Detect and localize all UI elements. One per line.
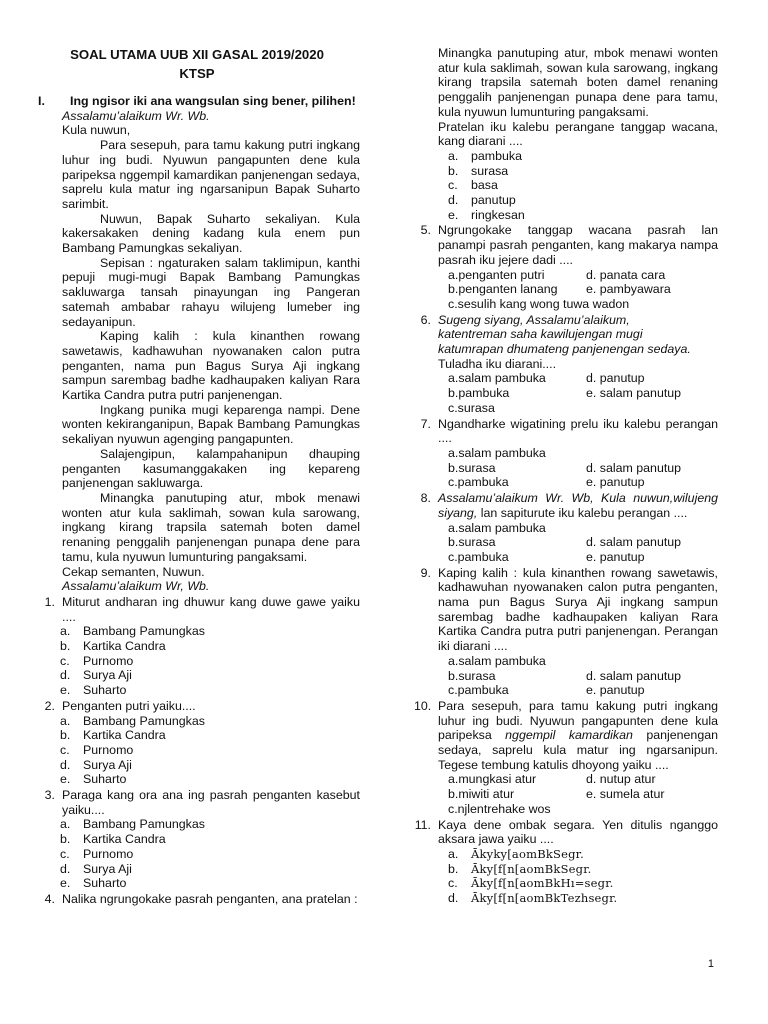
option-a[interactable]: a. salam pambuka (448, 520, 546, 535)
question-text: Assalamu’alaikum Wr. Wb, Kula nuwun,wilujeng siyang, lan sapiturute iku kalebu perangan .... (438, 491, 718, 520)
option-a[interactable]: a. penganten putri (448, 267, 545, 282)
option-a[interactable]: a. mungkasi atur (448, 772, 537, 787)
option-e[interactable]: e. Suharto (60, 876, 127, 891)
option-b[interactable]: b. Kartika Candra (60, 832, 166, 847)
option-a[interactable]: a. Ākyky[aomBkSegr. (448, 846, 584, 861)
question-7 (414, 417, 718, 491)
option-a[interactable]: a. salam pambuka (448, 653, 546, 668)
passage-paragraph: Ingkang punika mugi keparenga nampi. Dene wonten kekiranganipun, Bapak Bambang Pamungkas sekaliyan nyuwun agenging pangapunten. (62, 402, 360, 447)
option-b[interactable]: b. surasa (448, 535, 496, 550)
question-11 (414, 818, 718, 906)
option-d[interactable]: d. Surya Aji (60, 668, 132, 683)
option-d[interactable]: d. panata cara (586, 267, 666, 282)
option-c[interactable]: c. Purnomo (60, 846, 134, 861)
question-text: Para sesepuh, para tamu kakung putri ingkang luhur ing budi. Nyuwun pangapunten dene kula paripeksa nggempil kamardikan panjenengan sedaya, saprelu kula matur ing ngarsanipun. Tegese tembung katulis dhoyong yaiku .... (438, 698, 718, 772)
passage-paragraph: Minangka panutuping atur, mbok menawi wonten atur kula saklimah, sowan kula sarowang, ingkang kirang trapsila satemah boten damel renaning penggalih panjenengan punapa dene para tamu, kula nyuwun lumunturing pangaksami. (62, 490, 360, 564)
option-e[interactable]: e. panutup (586, 475, 645, 490)
passage-opening: Kula nuwun, (62, 123, 131, 138)
question-5 (414, 223, 718, 311)
left-column (34, 0, 360, 907)
option-a[interactable]: a. Bambang Pamungkas (60, 713, 205, 728)
question-2 (34, 699, 360, 787)
question-10 (414, 699, 718, 817)
option-d[interactable]: d. nutup atur (586, 772, 656, 787)
question-text: Miturut andharan ing dhuwur kang duwe gawe yaiku .... (62, 594, 360, 624)
passage-paragraph: Sepisan : ngaturaken salam taklimipun, kanthi pepuji mugi-mugi Bapak Bambang Pamungkas sakluwarga tansah pinayungan ing Pangeran satemah ambabar rahayu wilujeng lumeber ing sedayanipun. (62, 255, 360, 329)
option-e[interactable]: e. Suharto (60, 683, 127, 698)
question-number: 10. (414, 698, 432, 713)
passage-paragraph: Nuwun, Bapak Suharto sekaliyan. Kula kakersakaken dening kadang kula enem pun Bambang Pamungkas sekaliyan. (62, 211, 360, 256)
option-a[interactable]: a. pambuka (448, 148, 522, 163)
section-number: I. (38, 94, 45, 108)
option-b[interactable]: b. Kartika Candra (60, 728, 166, 743)
question-text: Nalika ngrungokake pasrah penganten, ana pratelan : (62, 891, 358, 906)
option-c[interactable]: c. Purnomo (60, 653, 134, 668)
section-heading (34, 94, 360, 109)
option-c[interactable]: c. pambuka (448, 475, 509, 490)
question-text: Ngandharke wigatining prelu iku kalebu perangan .... (438, 416, 718, 446)
passage-paragraph: Kaping kalih : kula kinanthen rowang sawetawis, kadhawuhan nyowanaken calon putra penganten, nama pun Bagus Surya Aji ingkang sampun sarembag badhe kadhaupaken kaliyan Rara Kartika Candra putra putri panjenengan. (62, 329, 360, 403)
option-a[interactable]: a. Bambang Pamungkas (60, 817, 205, 832)
passage-closing: Cekap semanten, Nuwun. (62, 564, 205, 579)
question-6 (414, 313, 718, 416)
question-number: 5. (420, 223, 431, 238)
option-d[interactable]: d. salam panutup (586, 535, 682, 550)
option-e[interactable]: e. Suharto (60, 772, 127, 787)
option-c[interactable]: c. Purnomo (60, 742, 134, 757)
section-instruction: Ing ngisor iki ana wangsulan sing bener, pilihen! (70, 94, 356, 108)
option-d[interactable]: d. Surya Aji (60, 861, 132, 876)
option-b[interactable]: b. surasa (448, 460, 496, 475)
question-text: Kaping kalih : kula kinanthen rowang sawetawis, kadhawuhan nyowanaken calon putra penganten, nama pun Bagus Surya Aji ingkang sampun sarembag badhe kadhaupaken kaliyan Rara Kartika Candra putra putri panjenengan. Perangan iki diarani .... (438, 565, 718, 654)
question-9 (414, 566, 718, 698)
question-number: 8. (420, 491, 431, 506)
passage-paragraph: Para sesepuh, para tamu kakung putri ingkang luhur ing budi. Nyuwun pangapunten dene kula paripeksa nggempil kamardikan panjenengan sedaya, saprelu kula matur ing ngarsanipun Bapak Suharto sarimbit. (62, 138, 360, 211)
question-number: 4. (44, 891, 55, 906)
question-quote-line: katentreman saha kawilujengan mugi (438, 327, 643, 342)
option-c[interactable]: c. njlentrehake wos (448, 801, 551, 816)
option-d[interactable]: d. Surya Aji (60, 757, 132, 772)
option-c[interactable]: c. surasa (448, 400, 495, 415)
question-number: 7. (420, 416, 431, 431)
question-number: 11. (414, 817, 431, 832)
option-c[interactable]: c. Āky[f[n[aomBkHı=segr. (448, 876, 614, 891)
passage-paragraph: Salajengipun, kalampahanipun dhauping penganten kasumanggakaken ing kepareng panjenengan sakluwarga. (62, 446, 360, 491)
question-4 (34, 892, 360, 907)
question-number: 2. (44, 698, 55, 713)
page-subtitle: KTSP (179, 66, 215, 81)
option-b[interactable]: b. miwiti atur (448, 787, 515, 802)
question-4-quote: Minangka panutuping atur, mbok menawi wonten atur kula saklimah, sowan kula sarowang, ingkang kirang trapsila satemah boten damel renaning penggalih panjenengan punapa dene para tamu, kula nyuwun lumunturing pangaksami. (438, 46, 718, 119)
question-4-text: Pratelan iku kalebu perangane tanggap wacana, kang diarani .... (438, 119, 718, 149)
option-c[interactable]: c. basa (448, 178, 498, 193)
option-e[interactable]: e. panutup (586, 549, 645, 564)
question-quote-line: katumrapan dhumateng panjenengan sedaya. (438, 342, 691, 357)
question-text: Ngrungokake tanggap wacana pasrah lan panampi pasrah penganten, kang makarya nampa pasrah iku jejere dadi .... (438, 223, 718, 267)
option-b[interactable]: b. Kartika Candra (60, 639, 166, 654)
option-b[interactable]: b. Āky[f[n[aomBkSegr. (448, 861, 592, 876)
option-d[interactable]: d. panutup (586, 371, 645, 386)
option-e[interactable]: e. salam panutup (586, 386, 682, 401)
option-c[interactable]: c. sesulih kang wong tuwa wadon (448, 296, 630, 311)
option-d[interactable]: d. panutup (448, 193, 516, 208)
question-number: 3. (44, 788, 55, 803)
option-b[interactable]: b. surasa (448, 668, 496, 683)
passage-end-greeting: Assalamu’alaikum Wr, Wb. (62, 579, 210, 594)
page-title: SOAL UTAMA UUB XII GASAL 2019/2020 (70, 47, 324, 62)
option-b[interactable]: b. pambuka (448, 386, 510, 401)
passage-greeting: Assalamu’alaikum Wr. Wb. (62, 108, 210, 123)
passage (34, 109, 360, 594)
option-a[interactable]: a. Bambang Pamungkas (60, 624, 205, 639)
question-text: Paraga kang ora ana ing pasrah penganten kasebut yaiku.... (62, 788, 360, 817)
right-column (414, 0, 718, 906)
question-text: Tuladha iku diarani.... (438, 356, 557, 371)
question-quote-line: Sugeng siyang, Assalamu’alaikum, (438, 312, 630, 327)
option-d[interactable]: d. salam panutup (586, 460, 682, 475)
option-c[interactable]: c. pambuka (448, 683, 509, 698)
option-c[interactable]: c. pambuka (448, 549, 509, 564)
question-number: 6. (420, 312, 431, 327)
question-8 (414, 491, 718, 565)
option-e[interactable]: e. ringkesan (448, 207, 525, 222)
option-d[interactable]: d. Āky[f[n[aomBkTezhsegr. (448, 891, 618, 906)
option-e[interactable]: e. pambyawara (586, 282, 671, 297)
option-e[interactable]: e. sumela atur (586, 787, 665, 802)
question-text: Kaya dene ombak segara. Yen ditulis nganggo aksara jawa yaiku .... (438, 817, 718, 847)
question-number: 9. (420, 565, 431, 580)
option-a[interactable]: a. salam pambuka (448, 445, 546, 460)
question-1 (34, 595, 360, 698)
question-number: 1. (44, 594, 55, 609)
option-b[interactable]: b. penganten lanang (448, 282, 558, 297)
question-text: Penganten putri yaiku.... (62, 698, 196, 713)
option-e[interactable]: e. panutup (586, 683, 645, 698)
option-d[interactable]: d. salam panutup (586, 668, 682, 683)
page-number: 1 (707, 958, 714, 970)
question-3 (34, 788, 360, 891)
option-a[interactable]: a. salam pambuka (448, 371, 546, 386)
option-b[interactable]: b. surasa (448, 163, 509, 178)
